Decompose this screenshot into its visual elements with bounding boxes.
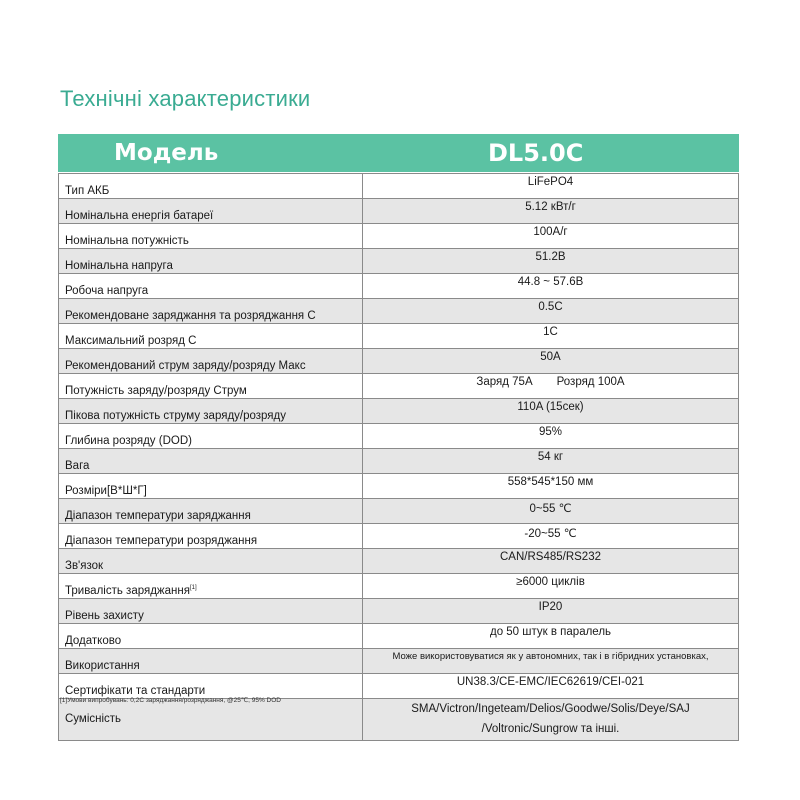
row-value: 95% (363, 424, 739, 449)
table-row (59, 649, 739, 674)
table-row (59, 274, 739, 299)
page-title: Технічні характеристики (60, 86, 311, 111)
row-value: UN38.3/CE-EMC/IEC62619/CEI-021 (363, 674, 739, 699)
row-value: -20~55 ℃ (363, 524, 739, 549)
row-label: Рівень захисту (59, 599, 363, 624)
table-row (59, 624, 739, 649)
row-value: IP20 (363, 599, 739, 624)
row-value: 51.2В (363, 249, 739, 274)
row-label: Вага (59, 449, 363, 474)
table-row (59, 324, 739, 349)
row-label: Потужність заряду/розряду Струм (59, 374, 363, 399)
model-header-label: Модель (114, 140, 219, 166)
row-label: Пікова потужність струму заряду/розряду (59, 399, 363, 424)
footnote: [1]Умови випробувань: 0,2C заряджання/розряджання, @25℃, 95% DOD (60, 697, 282, 704)
row-label: Сумісність (59, 699, 363, 741)
row-label: Рекомендований струм заряду/розряду Макс (59, 349, 363, 374)
row-label: Максимальний розряд С (59, 324, 363, 349)
row-label: Додатково (59, 624, 363, 649)
row-value: 50A (363, 349, 739, 374)
row-label: Номінальна потужність (59, 224, 363, 249)
table-row (59, 674, 739, 699)
row-value (363, 374, 739, 399)
row-value: 5.12 кВт/г (363, 199, 739, 224)
row-value: 0.5C (363, 299, 739, 324)
table-row (59, 374, 739, 399)
table-row (59, 499, 739, 524)
row-value: до 50 штук в паралель (363, 624, 739, 649)
row-label-text: Тривалість заряджання (65, 585, 190, 597)
model-header-value: DL5.0C (488, 139, 584, 167)
row-value: ≥6000 циклів (363, 574, 739, 599)
model-header (58, 134, 739, 172)
table-row (59, 449, 739, 474)
row-label: Тип АКБ (59, 174, 363, 199)
table-row (59, 424, 739, 449)
row-label: Робоча напруга (59, 274, 363, 299)
row-label: Розміри[В*Ш*Г] (59, 474, 363, 499)
row-label: Номінальна енергія батареї (59, 199, 363, 224)
charge-current-value: Заряд 75А (476, 376, 533, 388)
table-row (59, 699, 739, 741)
row-value: 44.8 ~ 57.6В (363, 274, 739, 299)
compatibility-line-2: /Voltronic/Sungrow та інші. (481, 723, 620, 735)
row-value: 110A (15сек) (363, 399, 739, 424)
row-value: 100А/г (363, 224, 739, 249)
row-label: Рекомендоване заряджання та розряджання С (59, 299, 363, 324)
discharge-current-value: Розряд 100А (556, 376, 625, 388)
row-value: CAN/RS485/RS232 (363, 549, 739, 574)
table-row (59, 199, 739, 224)
table-row (59, 599, 739, 624)
row-label: Діапазон температури заряджання (59, 499, 363, 524)
table-row (59, 224, 739, 249)
row-label: Діапазон температури розряджання (59, 524, 363, 549)
table-row (59, 299, 739, 324)
table-row (59, 524, 739, 549)
row-value: LiFePO4 (363, 174, 739, 199)
table-row (59, 574, 739, 599)
row-label: Номінальна напруга (59, 249, 363, 274)
row-label: Глибина розряду (DOD) (59, 424, 363, 449)
row-value: 54 кг (363, 449, 739, 474)
row-label: Зв'язок (59, 549, 363, 574)
row-value: 558*545*150 мм (363, 474, 739, 499)
table-row (59, 549, 739, 574)
table-row (59, 474, 739, 499)
row-value: Може використовуватися як у автономних, так і в гібридних установках, (363, 649, 739, 674)
row-label: Використання (59, 649, 363, 674)
row-label (59, 574, 363, 599)
row-value: 0~55 ℃ (363, 499, 739, 524)
table-row (59, 174, 739, 199)
spec-table (58, 173, 739, 741)
row-value (363, 699, 739, 741)
compatibility-line-1: SMA/Victron/Ingeteam/Delios/Goodwe/Solis/Deye/SAJ (411, 703, 690, 715)
footnote-ref: [1] (189, 585, 197, 591)
table-row (59, 249, 739, 274)
table-row (59, 349, 739, 374)
row-label: Сертифікати та стандарти (59, 674, 363, 699)
row-value: 1C (363, 324, 739, 349)
table-row (59, 399, 739, 424)
